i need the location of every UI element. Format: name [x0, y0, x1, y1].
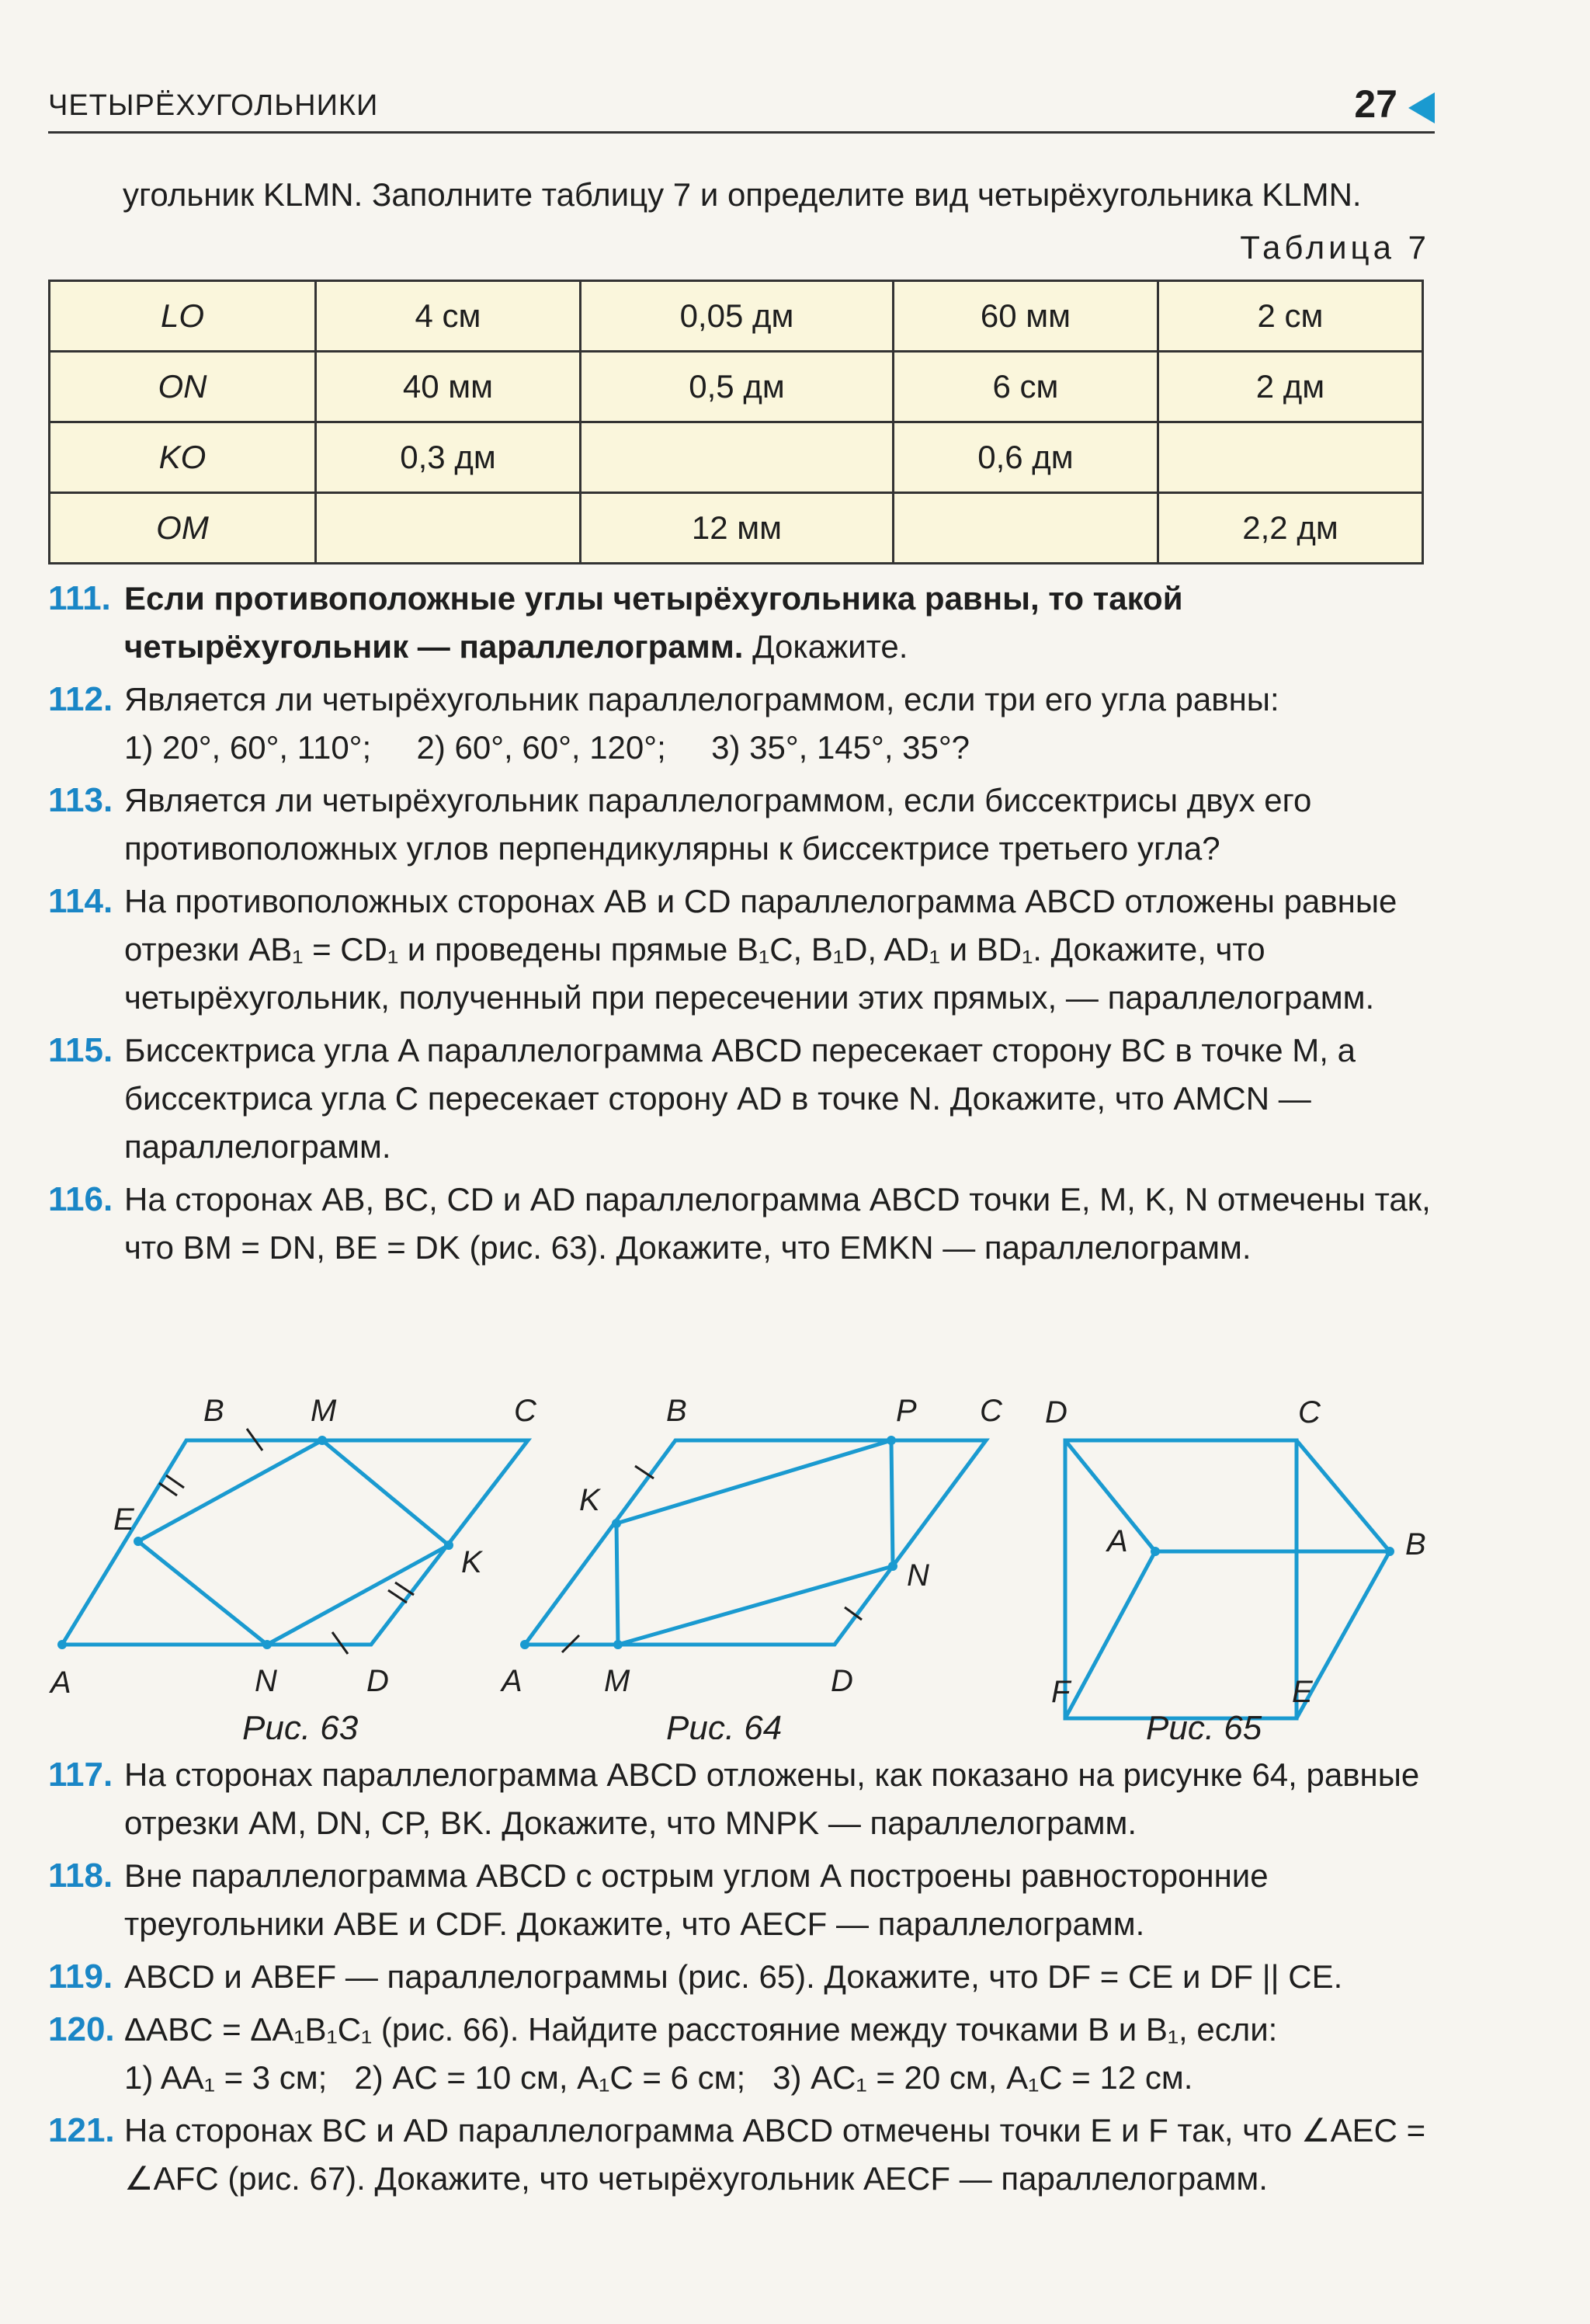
- intro-text: угольник KLMN. Заполните таблицу 7 и определите вид четырёхугольника KLMN.: [123, 176, 1362, 213]
- header-rule: [48, 131, 1435, 134]
- table-cell: [1158, 422, 1422, 493]
- figure-caption: Рис. 65: [1146, 1709, 1262, 1739]
- problem-116: [48, 1176, 1438, 1272]
- problem-number: 115.: [48, 1031, 113, 1069]
- table-row-label: OM: [50, 493, 316, 564]
- point-label: M: [604, 1664, 630, 1698]
- table-7: [48, 280, 1424, 564]
- point-label: B: [666, 1394, 687, 1428]
- problem-number: 121.: [48, 2111, 115, 2149]
- point-label: A: [50, 1666, 71, 1700]
- table-cell: 40 мм: [316, 352, 581, 422]
- table-row: [50, 493, 1423, 564]
- problem-text: Докажите.: [752, 628, 908, 665]
- table-cell: 0,05 дм: [580, 281, 893, 352]
- point-label: D: [1045, 1395, 1068, 1429]
- problem-121: [48, 2107, 1438, 2203]
- point-label: C: [980, 1394, 1002, 1428]
- table-cell: [316, 493, 581, 564]
- table-cell: 2,2 дм: [1158, 493, 1422, 564]
- figure-caption: Рис. 63: [242, 1709, 359, 1739]
- point-label: B: [203, 1394, 224, 1428]
- problem-text: Является ли четырёхугольник параллелограммом, если биссектрисы двух его противоположных углов перпендикулярны к биссектрисе третьего угла?: [124, 782, 1312, 867]
- table-cell: 0,5 дм: [580, 352, 893, 422]
- point-label: N: [255, 1664, 277, 1698]
- page-number: 27: [1354, 82, 1397, 126]
- problem-113: [48, 776, 1438, 873]
- problem-112: [48, 676, 1438, 772]
- problem-number: 118.: [48, 1857, 113, 1895]
- point-label: F: [1051, 1675, 1071, 1709]
- problem-text: На противоположных сторонах AB и CD параллелограмма ABCD отложены равные отрезки AB₁ = CD₁ и проведены прямые B₁C, B₁D, AD₁ и BD₁. Докажите, что четырёхугольник, полученный при пересечении этих прямых, — параллелограмм.: [124, 883, 1397, 1016]
- problem-119: [48, 1953, 1438, 2001]
- point-label: A: [502, 1664, 522, 1698]
- problem-list: [48, 575, 1438, 1277]
- problem-text: Вне параллелограмма ABCD с острым углом A построены равносторонние треугольники ABE и CDF. Докажите, что AECF — параллелограмм.: [124, 1857, 1269, 1942]
- table-cell: [893, 493, 1158, 564]
- table-cell: 60 мм: [893, 281, 1158, 352]
- table-row-label: KO: [50, 422, 316, 493]
- table-cell: 4 см: [316, 281, 581, 352]
- table-cell: [580, 422, 893, 493]
- problem-118: [48, 1852, 1438, 1948]
- point-label: N: [907, 1558, 929, 1593]
- problem-text: ABCD и ABEF — параллелограммы (рис. 65). Докажите, что DF = CE и DF || CE.: [124, 1958, 1343, 1995]
- problem-text: ΔABC = ΔA₁B₁C₁ (рис. 66). Найдите расстояние между точками B и B₁, если:: [124, 2011, 1278, 2048]
- point-label: C: [514, 1394, 536, 1428]
- problem-number: 117.: [48, 1756, 113, 1794]
- problem-number: 112.: [48, 680, 113, 718]
- table-caption: Таблица 7: [1240, 229, 1430, 266]
- problem-text: Биссектриса угла A параллелограмма ABCD пересекает сторону BC в точке M, а биссектриса угла C пересекает сторону AD в точке N. Докажите, что AMCN — параллелограмм.: [124, 1032, 1356, 1165]
- problem-list-2: [48, 1751, 1438, 2208]
- section-title: ЧЕТЫРЁХУГОЛЬНИКИ: [48, 89, 379, 122]
- figure-64: [500, 1394, 1003, 1739]
- problem-number: 114.: [48, 882, 113, 920]
- table-row: [50, 422, 1423, 493]
- point-label: P: [896, 1394, 917, 1428]
- point-label: M: [311, 1394, 337, 1428]
- table-cell: 2 дм: [1158, 352, 1422, 422]
- page-marker-icon: [1408, 92, 1435, 123]
- table-cell: 6 см: [893, 352, 1158, 422]
- table-cell: 0,6 дм: [893, 422, 1158, 493]
- problem-number: 119.: [48, 1958, 113, 1996]
- problem-120: [48, 2006, 1438, 2102]
- point-label: D: [366, 1664, 389, 1698]
- point-label: B: [1405, 1527, 1426, 1561]
- figure-caption: Рис. 64: [666, 1709, 783, 1739]
- problem-statement: Если противоположные углы четырёхугольника равны, то такой четырёхугольник — параллелограмм.: [124, 580, 1183, 665]
- figures-63-65: [0, 1382, 1590, 1739]
- problem-options: 1) AA₁ = 3 см; 2) AC = 10 см, A₁C = 6 см; 3) AC₁ = 20 см, A₁C = 12 см.: [124, 2059, 1193, 2096]
- problem-number: 116.: [48, 1180, 113, 1218]
- figure-63: [49, 1394, 537, 1739]
- point-label: A: [1107, 1524, 1128, 1558]
- problem-text: На сторонах AB, BC, CD и AD параллелограмма ABCD точки E, M, K, N отмечены так, что BM = DN, BE = DK (рис. 63). Докажите, что EMKN — параллелограмм.: [124, 1181, 1431, 1266]
- point-label: K: [579, 1483, 600, 1517]
- problem-text: На сторонах параллелограмма ABCD отложены, как показано на рисунке 64, равные отрезки AM, DN, CP, BK. Докажите, что MNPK — параллелограмм.: [124, 1756, 1420, 1841]
- point-label: K: [461, 1545, 482, 1579]
- figure-65: [1045, 1395, 1426, 1739]
- problem-text: На сторонах BC и AD параллелограмма ABCD отмечены точки E и F так, что ∠AEC = ∠AFC (рис. 67). Докажите, что четырёхугольник AECF — параллелограмм.: [124, 2112, 1426, 2197]
- table-cell: 12 мм: [580, 493, 893, 564]
- point-label: D: [831, 1664, 853, 1698]
- problem-117: [48, 1751, 1438, 1847]
- problem-number: 120.: [48, 2010, 115, 2048]
- table-row: [50, 281, 1423, 352]
- table-row: [50, 352, 1423, 422]
- table-row-label: LO: [50, 281, 316, 352]
- problem-number: 113.: [48, 781, 113, 819]
- table-row-label: ON: [50, 352, 316, 422]
- point-label: C: [1298, 1395, 1321, 1429]
- table-cell: 0,3 дм: [316, 422, 581, 493]
- problem-114: [48, 877, 1438, 1022]
- table-cell: 2 см: [1158, 281, 1422, 352]
- point-label: E: [1292, 1675, 1313, 1709]
- problem-111: [48, 575, 1438, 671]
- problem-text: Является ли четырёхугольник параллелограммом, если три его угла равны:: [124, 681, 1279, 717]
- point-label: E: [113, 1502, 134, 1537]
- page-header: [48, 82, 1435, 128]
- problem-options: 1) 20°, 60°, 110°; 2) 60°, 60°, 120°; 3) 35°, 145°, 35°?: [124, 729, 970, 766]
- problem-number: 111.: [48, 579, 111, 617]
- problem-115: [48, 1027, 1438, 1171]
